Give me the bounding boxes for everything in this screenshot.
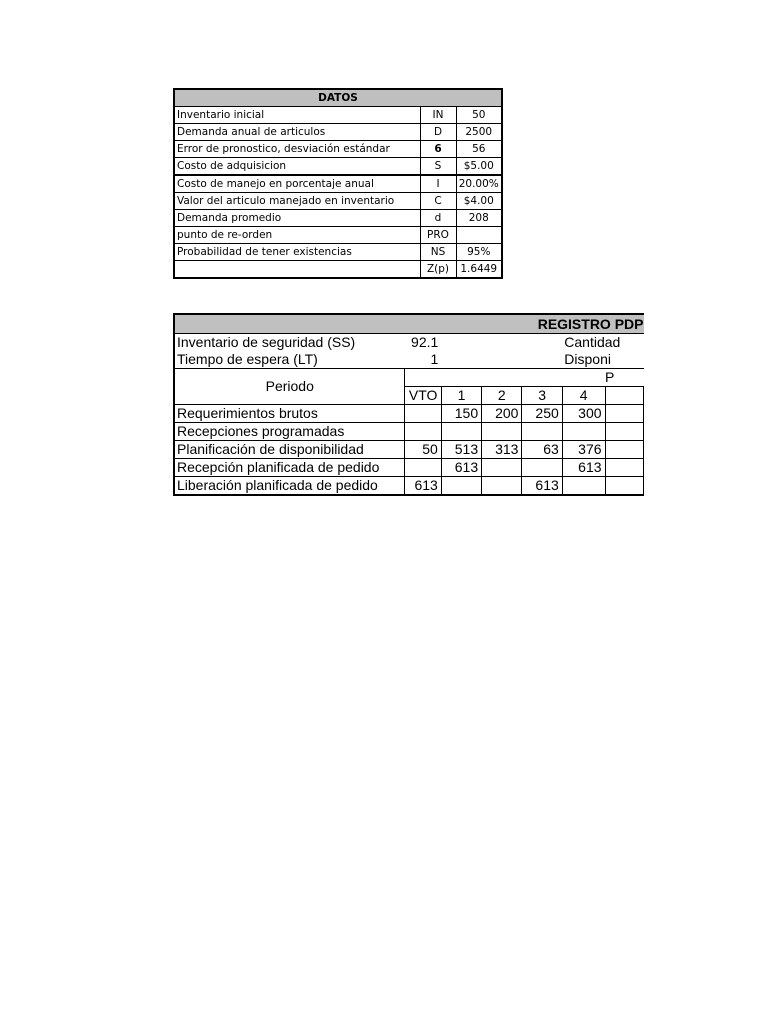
datos-symbol: D xyxy=(420,124,456,141)
datos-label xyxy=(174,261,420,279)
table-cell xyxy=(405,459,441,477)
table-cell: 376 xyxy=(562,441,605,459)
datos-label: Demanda anual de articulos xyxy=(174,124,420,141)
datos-row xyxy=(174,107,502,124)
table-cell: 613 xyxy=(441,459,481,477)
datos-symbol: 6 xyxy=(420,141,456,158)
table-cell: 313 xyxy=(482,441,522,459)
table-cell xyxy=(482,477,522,496)
table-cell xyxy=(441,423,481,441)
datos-label: Costo de manejo en porcentaje anual xyxy=(174,175,420,193)
datos-value: 2500 xyxy=(456,124,502,141)
ss-row xyxy=(174,334,644,352)
row-label: Planificación de disponibilidad xyxy=(174,441,405,459)
table-row xyxy=(174,405,644,423)
row-label: Requerimientos brutos xyxy=(174,405,405,423)
datos-row xyxy=(174,210,502,227)
datos-value: $4.00 xyxy=(456,193,502,210)
table-cell: 50 xyxy=(405,441,441,459)
table-row xyxy=(174,459,644,477)
datos-title: DATOS xyxy=(174,89,502,107)
datos-value: 56 xyxy=(456,141,502,158)
table-cell xyxy=(482,423,522,441)
datos-label: Probabilidad de tener existencias xyxy=(174,244,420,261)
table-cell: 63 xyxy=(522,441,562,459)
table-row xyxy=(174,477,644,496)
datos-symbol: NS xyxy=(420,244,456,261)
period-header: 2 xyxy=(482,387,522,405)
row-label: Recepciones programadas xyxy=(174,423,405,441)
datos-row xyxy=(174,175,502,193)
table-cell xyxy=(562,477,605,496)
table-cell: 250 xyxy=(522,405,562,423)
table-cell: 150 xyxy=(441,405,481,423)
datos-symbol: Z(p) xyxy=(420,261,456,279)
registro-pdp-region xyxy=(173,313,644,498)
datos-row xyxy=(174,244,502,261)
row-label: Recepción planificada de pedido xyxy=(174,459,405,477)
lt-row xyxy=(174,351,644,369)
table-cell xyxy=(522,423,562,441)
datos-symbol: C xyxy=(420,193,456,210)
registro-title: REGISTRO PDP xyxy=(174,314,644,334)
datos-row xyxy=(174,227,502,244)
periodo-label: Periodo xyxy=(174,369,405,405)
table-cell: 200 xyxy=(482,405,522,423)
datos-value: 208 xyxy=(456,210,502,227)
datos-value: 95% xyxy=(456,244,502,261)
table-cell: 300 xyxy=(562,405,605,423)
table-cell xyxy=(405,423,441,441)
table-cell xyxy=(441,477,481,496)
datos-symbol: IN xyxy=(420,107,456,124)
table-cell xyxy=(522,459,562,477)
period-header: VTO xyxy=(405,387,441,405)
datos-row xyxy=(174,141,502,158)
cantidad-label: Cantidad xyxy=(564,334,621,350)
datos-label: Error de pronostico, desviación estándar xyxy=(174,141,420,158)
datos-value: $5.00 xyxy=(456,158,502,176)
datos-value xyxy=(456,227,502,244)
lt-label: Tiempo de espera (LT) xyxy=(177,351,318,367)
datos-row xyxy=(174,193,502,210)
row-label: Liberación planificada de pedido xyxy=(174,477,405,496)
table-cell xyxy=(405,405,441,423)
table-cell: 613 xyxy=(562,459,605,477)
period-header: 4 xyxy=(562,387,605,405)
lt-value: 1 xyxy=(430,351,439,367)
datos-value: 1.6449 xyxy=(456,261,502,279)
datos-value: 50 xyxy=(456,107,502,124)
datos-symbol: S xyxy=(420,158,456,176)
table-cell xyxy=(482,459,522,477)
table-cell: 613 xyxy=(405,477,441,496)
registro-pdp-table xyxy=(173,313,644,496)
table-cell: 613 xyxy=(522,477,562,496)
datos-symbol: d xyxy=(420,210,456,227)
datos-value: 20.00% xyxy=(456,175,502,193)
period-header: 3 xyxy=(522,387,562,405)
datos-label: punto de re-orden xyxy=(174,227,420,244)
disponible-label: Disponi xyxy=(564,351,611,367)
datos-label: Demanda promedio xyxy=(174,210,420,227)
table-cell xyxy=(562,423,605,441)
datos-label: Costo de adquisicion xyxy=(174,158,420,176)
table-row xyxy=(174,441,644,459)
datos-row xyxy=(174,261,502,279)
ss-label: Inventario de seguridad (SS) xyxy=(177,334,356,350)
datos-symbol: PRO xyxy=(420,227,456,244)
period-header: 1 xyxy=(441,387,481,405)
periodos-label: P xyxy=(605,369,643,387)
datos-label: Valor del articulo manejado en inventario xyxy=(174,193,420,210)
datos-label: Inventario inicial xyxy=(174,107,420,124)
datos-symbol: I xyxy=(420,175,456,193)
datos-row xyxy=(174,124,502,141)
table-row xyxy=(174,423,644,441)
datos-row xyxy=(174,158,502,176)
datos-table xyxy=(173,88,503,279)
table-cell: 513 xyxy=(441,441,481,459)
ss-value: 92.1 xyxy=(411,334,439,350)
